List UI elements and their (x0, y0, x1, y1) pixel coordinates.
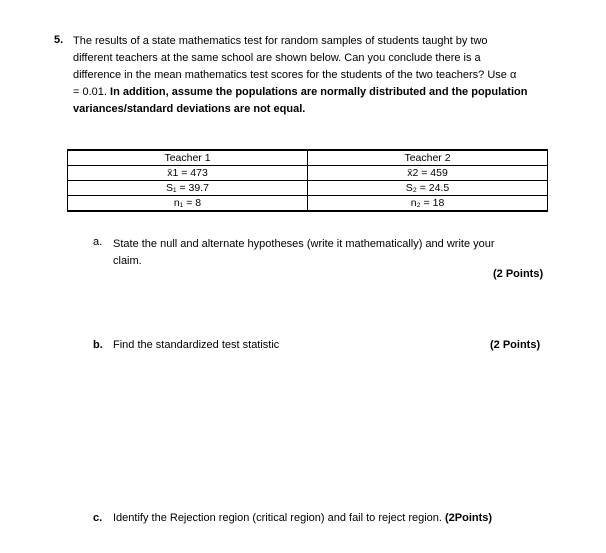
part-c-points: (2Points) (445, 512, 493, 524)
part-a-points: (2 Points) (493, 268, 544, 280)
question-text (73, 33, 543, 118)
sample-data-table (67, 149, 548, 212)
part-c-letter: c. (93, 512, 103, 524)
question-line-5: variances/standard deviations are not equal. (73, 103, 306, 115)
n-teacher-2: n₂ = 18 (308, 196, 548, 212)
question-line-2: different teachers at the same school are shown below. Can you conclude there is a (73, 52, 481, 64)
part-a-letter: a. (93, 236, 103, 248)
sd-teacher-2: S₂ = 24.5 (308, 181, 548, 196)
part-b-text: Find the standardized test statistic (113, 339, 280, 351)
table-row (68, 181, 548, 196)
part-b-points: (2 Points) (490, 339, 541, 351)
table-header-row (68, 150, 548, 166)
question-line-1: The results of a state mathematics test for random samples of students taught by two (73, 35, 488, 47)
question-line-4 (73, 84, 543, 101)
part-c-text (113, 512, 492, 524)
part-c-text-body: Identify the Rejection region (critical region) and fail to reject region. (113, 512, 442, 524)
part-a-line-2: claim. (113, 255, 142, 267)
part-b-letter: b. (93, 339, 103, 351)
table-row (68, 196, 548, 212)
mean-teacher-2: x̄2 = 459 (308, 166, 548, 181)
table-row (68, 166, 548, 181)
n-teacher-1: n₁ = 8 (68, 196, 308, 212)
part-a-text (113, 236, 495, 270)
sd-teacher-1: S₁ = 39.7 (68, 181, 308, 196)
header-teacher-2: Teacher 2 (308, 150, 548, 166)
question-line-4-bold: In addition, assume the populations are normally distributed and the population (110, 86, 528, 98)
question-line-4-normal: = 0.01. (73, 86, 111, 98)
question-number: 5. (54, 34, 64, 46)
part-a-line-1: State the null and alternate hypotheses (write it mathematically) and write your (113, 238, 495, 250)
mean-teacher-1: x̄1 = 473 (68, 166, 308, 181)
header-teacher-1: Teacher 1 (68, 150, 308, 166)
question-line-3: difference in the mean mathematics test scores for the students of the two teachers? Use α (73, 69, 517, 81)
